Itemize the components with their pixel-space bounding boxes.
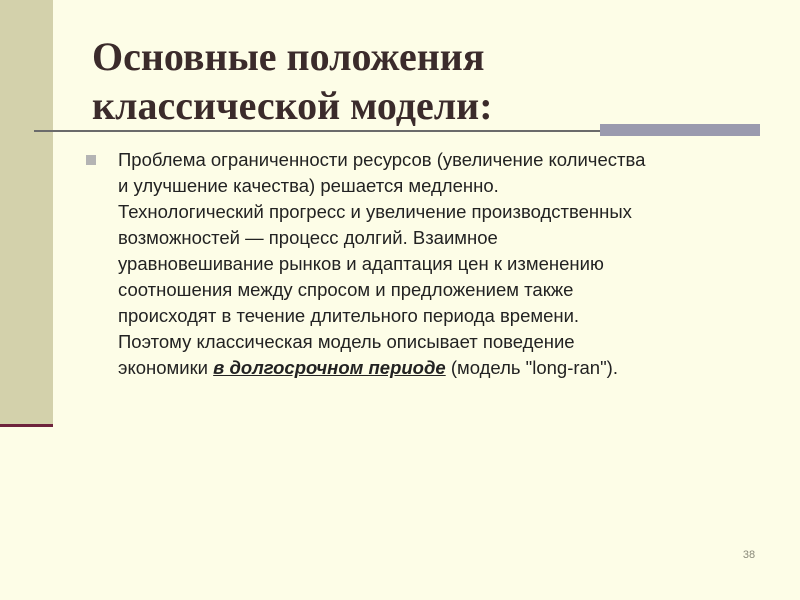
page-number: 38 xyxy=(742,549,756,561)
body-line-6: соотношения между спросом и предложением также xyxy=(118,279,574,300)
body-line-9 xyxy=(118,355,768,381)
body-line-4: возможностей — процесс долгий. Взаимное xyxy=(118,227,498,248)
slide-title-line-2: классической модели: xyxy=(92,83,493,128)
body-line-5: уравновешивание рынков и адаптация цен к изменению xyxy=(118,253,604,274)
body-line-1: Проблема ограниченности ресурсов (увеличение количества xyxy=(118,149,646,170)
body-line-9-end: (модель "long-ran"). xyxy=(445,357,618,378)
body-line-7: происходят в течение длительного периода времени. xyxy=(118,305,580,326)
body-line-8: Поэтому классическая модель описывает поведение xyxy=(118,331,575,352)
slide-title-line-1: Основные положения xyxy=(92,34,485,79)
emphasis-long-run: в долгосрочном периоде xyxy=(213,357,446,378)
left-decor-band xyxy=(0,0,53,426)
body-line-2: и улучшение качества) решается медленно. xyxy=(118,175,499,196)
left-decor-line xyxy=(0,424,53,427)
title-accent-bar xyxy=(600,124,760,136)
bullet-text xyxy=(118,147,768,381)
body-line-9-start: экономики xyxy=(118,357,214,378)
slide-title xyxy=(92,32,772,130)
body-line-3: Технологический прогресс и увеличение производственных xyxy=(118,201,632,222)
bullet-square-icon xyxy=(86,155,96,165)
